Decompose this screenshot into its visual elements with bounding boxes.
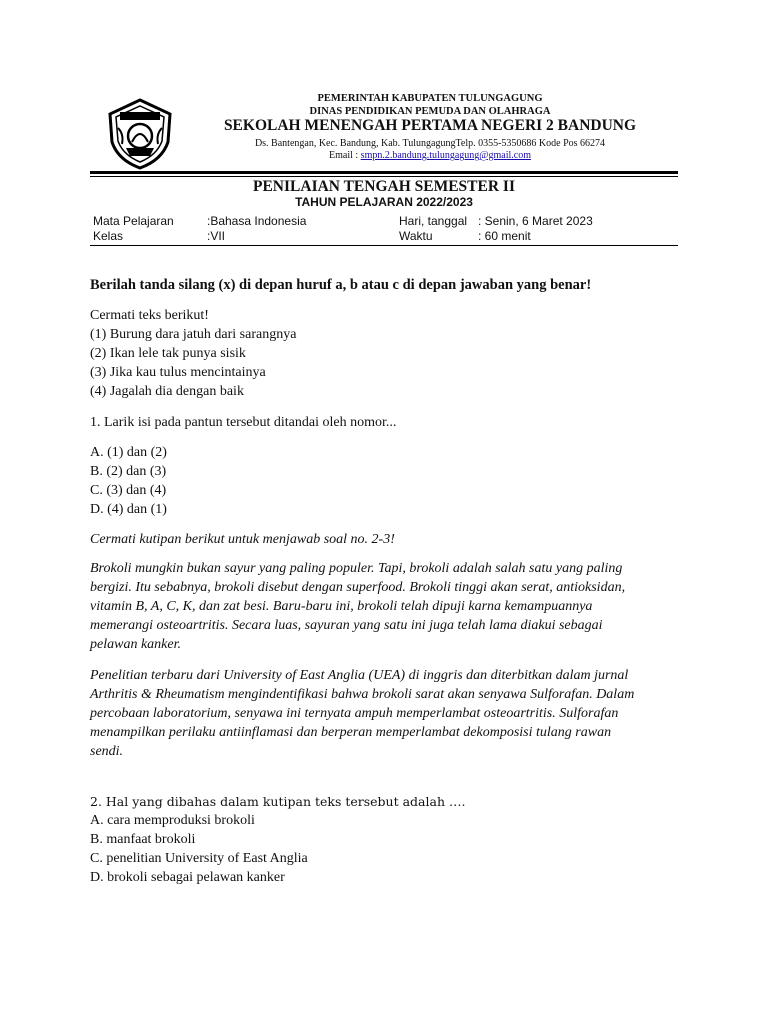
option-b: B. manfaat brokoli (90, 832, 196, 847)
passage-line: Penelitian terbaru dari University of East Anglia (UEA) di inggris dan diterbitkan dalam jurnal (90, 668, 629, 683)
header-government: PEMERINTAH KABUPATEN TULUNGAGUNG (317, 93, 543, 104)
class-value: :VII (207, 229, 226, 243)
exam-year: TAHUN PELAJARAN 2022/2023 (295, 195, 473, 209)
header-address: Ds. Bantengan, Kec. Bandung, Kab. TulungagungTelp. 0355-5350686 Kode Pos 66274 (254, 138, 606, 149)
exam-title: PENILAIAN TENGAH SEMESTER II (253, 178, 515, 195)
email-link[interactable]: smpn.2.bandung.tulungagung@gmail.com (360, 150, 531, 161)
question-1: 1. Larik isi pada pantun tersebut ditandai oleh nomor... (90, 415, 397, 430)
passage-line: Arthritis & Rheumatism mengindentifikasi bahwa brokoli sarat akan senyawa Sulforafan. Dalam (90, 687, 635, 702)
passage-line: memerangi osteoartritis. Secara luas, sayuran yang satu ini juga telah lama diakui sebagai (90, 618, 603, 633)
header-divider-thick (90, 171, 678, 174)
passage-line: sendi. (90, 744, 124, 759)
header-email-line (180, 150, 680, 161)
passage-paragraph-2 (90, 666, 680, 761)
date-value: : Senin, 6 Maret 2023 (478, 214, 593, 228)
pantun-block (90, 306, 680, 401)
option-a: A. (1) dan (2) (90, 445, 167, 460)
pantun-line: (3) Jika kau tulus mencintainya (90, 365, 266, 380)
school-logo-emblem (106, 98, 174, 170)
option-a: A. cara memproduksi brokoli (90, 813, 255, 828)
passage-line: menampilkan perilaku antiinflamasi dan berperan memperlambat dekomposisi tulang rawan (90, 725, 612, 740)
pantun-line: (4) Jagalah dia dengan baik (90, 384, 244, 399)
option-b: B. (2) dan (3) (90, 464, 167, 479)
subject-value: :Bahasa Indonesia (207, 214, 307, 228)
email-label: Email : (329, 150, 361, 161)
header-divider-thin (90, 176, 678, 177)
time-value: : 60 menit (478, 229, 531, 243)
time-label: Waktu (399, 229, 433, 243)
class-label: Kelas (93, 229, 124, 243)
passage-line: Brokoli mungkin bukan sayur yang paling populer. Tapi, brokoli adalah salah satu yang paling (90, 561, 623, 576)
passage-line: vitamin B, A, C, K, dan zat besi. Baru-baru ini, brokoli telah dipuji karna kemampuannya (90, 599, 593, 614)
question-1-options (90, 443, 680, 519)
pantun-line: (2) Ikan lele tak punya sisik (90, 346, 246, 361)
passage-line: bergizi. Itu sebabnya, brokoli disebut dengan superfood. Brokoli tinggi akan serat, antioksidan, (90, 580, 626, 595)
passage-intro: Cermati kutipan berikut untuk menjawab soal no. 2-3! (90, 532, 395, 547)
pantun-intro: Cermati teks berikut! (90, 308, 209, 323)
passage-line: percobaan laboratorium, senyawa ini ternyata ampuh memperlambat osteoartritis. Sulforafan (90, 706, 619, 721)
option-c: C. (3) dan (4) (90, 483, 167, 498)
option-d: D. brokoli sebagai pelawan kanker (90, 870, 285, 885)
option-c: C. penelitian University of East Anglia (90, 851, 308, 866)
header-department: DINAS PENDIDIKAN PEMUDA DAN OLAHRAGA (309, 106, 551, 117)
passage-paragraph-1 (90, 559, 680, 654)
passage-line: pelawan kanker. (90, 637, 181, 652)
pantun-line: (1) Burung dara jatuh dari sarangnya (90, 327, 297, 342)
header-school-name: SEKOLAH MENENGAH PERTAMA NEGERI 2 BANDUNG (223, 117, 637, 134)
question-2-options (90, 811, 680, 887)
question-2: 2. Hal yang dibahas dalam kutipan teks tersebut adalah …. (90, 794, 466, 809)
info-divider (90, 245, 678, 246)
date-label: Hari, tanggal (399, 214, 468, 228)
instruction: Berilah tanda silang (x) di depan huruf a, b atau c di depan jawaban yang benar! (90, 277, 592, 293)
subject-label: Mata Pelajaran (93, 214, 174, 228)
option-d: D. (4) dan (1) (90, 502, 167, 517)
